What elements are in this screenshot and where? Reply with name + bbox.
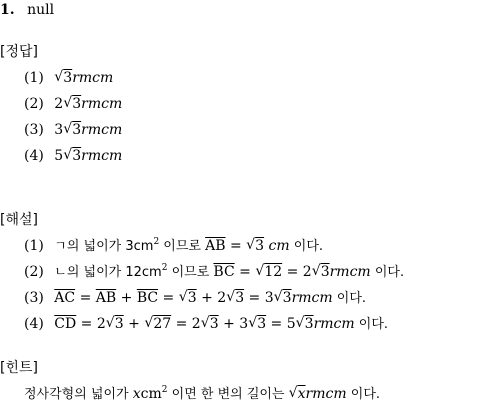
radicand: 3 xyxy=(114,316,124,332)
sqrt-sign xyxy=(63,96,81,112)
operator: = 3 xyxy=(244,290,274,306)
hint-text: 정사각형의 넓이가 xyxy=(24,387,133,402)
unit-text: cm xyxy=(140,386,162,402)
unit-text: cm xyxy=(268,238,290,254)
answer-number: (2) xyxy=(24,96,44,112)
question-number: 1. xyxy=(0,2,15,18)
variable: x xyxy=(132,386,141,402)
operator: = xyxy=(234,264,256,280)
unit-text: rmcm xyxy=(291,290,333,306)
sqrt-sign xyxy=(63,148,81,164)
explanation-line xyxy=(24,290,366,307)
answer-item xyxy=(24,122,122,138)
explanation-text: 이다. xyxy=(354,317,389,332)
unit-text: rmcm xyxy=(313,316,355,332)
question-text: null xyxy=(27,2,55,18)
answer-item xyxy=(24,70,113,86)
sqrt-sign xyxy=(201,316,219,332)
radicand: 3 xyxy=(304,316,314,332)
radicand: 3 xyxy=(63,70,73,86)
explanation-number: (2) xyxy=(24,264,44,280)
question-line xyxy=(0,2,54,18)
explanation-number: (1) xyxy=(24,238,44,254)
operator: + xyxy=(123,316,145,332)
explanation-number: (3) xyxy=(24,290,44,306)
sqrt-sign xyxy=(106,316,124,332)
hint-line xyxy=(24,386,380,403)
sqrt-sign xyxy=(255,264,282,280)
sqrt-sign xyxy=(289,386,306,402)
explanation-line xyxy=(24,264,404,281)
sqrt-sign xyxy=(274,290,292,306)
answer-unit: rmcm xyxy=(81,122,123,138)
radicand: 12 xyxy=(264,264,283,280)
operator: + xyxy=(116,290,137,306)
sqrt-sign xyxy=(296,316,314,332)
sqrt-sign xyxy=(246,238,264,254)
explanation-text: ㄱ의 넓이가 3cm xyxy=(54,239,154,254)
explanation-text: ㄴ의 넓이가 12cm xyxy=(54,265,162,280)
unit-text: rmcm xyxy=(329,264,371,280)
operator: = 5 xyxy=(266,316,296,332)
operator: = xyxy=(75,290,96,306)
hint-text: 이면 한 변의 길이는 xyxy=(167,387,289,402)
radicand: 3 xyxy=(257,316,267,332)
operator: = xyxy=(225,238,247,254)
radicand: $\overline{x}$ xyxy=(297,386,306,402)
explanation-line xyxy=(24,238,323,255)
radicand: 3 xyxy=(320,264,330,280)
explanation-number: (4) xyxy=(24,316,44,332)
radicand: 3 xyxy=(255,238,265,254)
sqrt-sign xyxy=(312,264,330,280)
sqrt-sign xyxy=(226,290,244,306)
segment-label: $\overline{AC}$ xyxy=(54,290,76,306)
explanation-text: 이다. xyxy=(289,239,324,254)
answer-coef: 3 xyxy=(54,122,64,138)
radicand: 3 xyxy=(187,290,197,306)
superscript: 2 xyxy=(161,385,168,395)
operator: = xyxy=(158,290,179,306)
answer-number: (1) xyxy=(24,70,44,86)
answer-unit: rmcm xyxy=(81,148,123,164)
explanation-text: 이므로 xyxy=(159,239,206,254)
operator: = 2 xyxy=(282,264,312,280)
segment-label: $\overline{AB}$ xyxy=(95,290,117,306)
answer-item xyxy=(24,148,122,164)
sqrt-sign xyxy=(63,122,81,138)
answer-number: (3) xyxy=(24,122,44,138)
answer-number: (4) xyxy=(24,148,44,164)
answer-label: [정답] xyxy=(0,44,38,60)
radicand: 3 xyxy=(72,122,82,138)
operator: = 2 xyxy=(76,316,106,332)
answer-unit: rmcm xyxy=(81,96,123,112)
radicand: 3 xyxy=(72,96,82,112)
radicand: 3 xyxy=(209,316,219,332)
radicand: 3 xyxy=(72,148,82,164)
sqrt-sign xyxy=(248,316,266,332)
answer-coef: 2 xyxy=(54,96,64,112)
superscript: 2 xyxy=(161,263,168,273)
sqrt-sign xyxy=(144,316,171,332)
segment-label: $\overline{AB}$ xyxy=(205,238,226,254)
radicand: 3 xyxy=(235,290,245,306)
radicand: 3 xyxy=(282,290,292,306)
answer-unit: rmcm xyxy=(72,70,114,86)
explanation-label: [해설] xyxy=(0,212,38,228)
hint-label: [힌트] xyxy=(0,360,38,376)
sqrt-sign xyxy=(179,290,197,306)
answer-item xyxy=(24,96,122,112)
operator: + 3 xyxy=(218,316,249,332)
explanation-text: 이다. xyxy=(370,265,405,280)
explanation-text: 이므로 xyxy=(167,265,214,280)
operator: + 2 xyxy=(196,290,227,306)
radicand: 27 xyxy=(153,316,172,332)
hint-text: 이다. xyxy=(346,387,381,402)
operator: = 2 xyxy=(171,316,201,332)
superscript: 2 xyxy=(153,237,160,247)
sqrt-sign xyxy=(54,70,72,86)
segment-label: $\overline{BC}$ xyxy=(213,264,235,280)
answer-coef: 5 xyxy=(54,148,64,164)
segment-label: $\overline{CD}$ xyxy=(54,316,77,332)
segment-label: $\overline{BC}$ xyxy=(136,290,159,306)
explanation-line xyxy=(24,316,388,333)
unit-text: rmcm xyxy=(305,386,347,402)
explanation-text: 이다. xyxy=(332,291,367,306)
